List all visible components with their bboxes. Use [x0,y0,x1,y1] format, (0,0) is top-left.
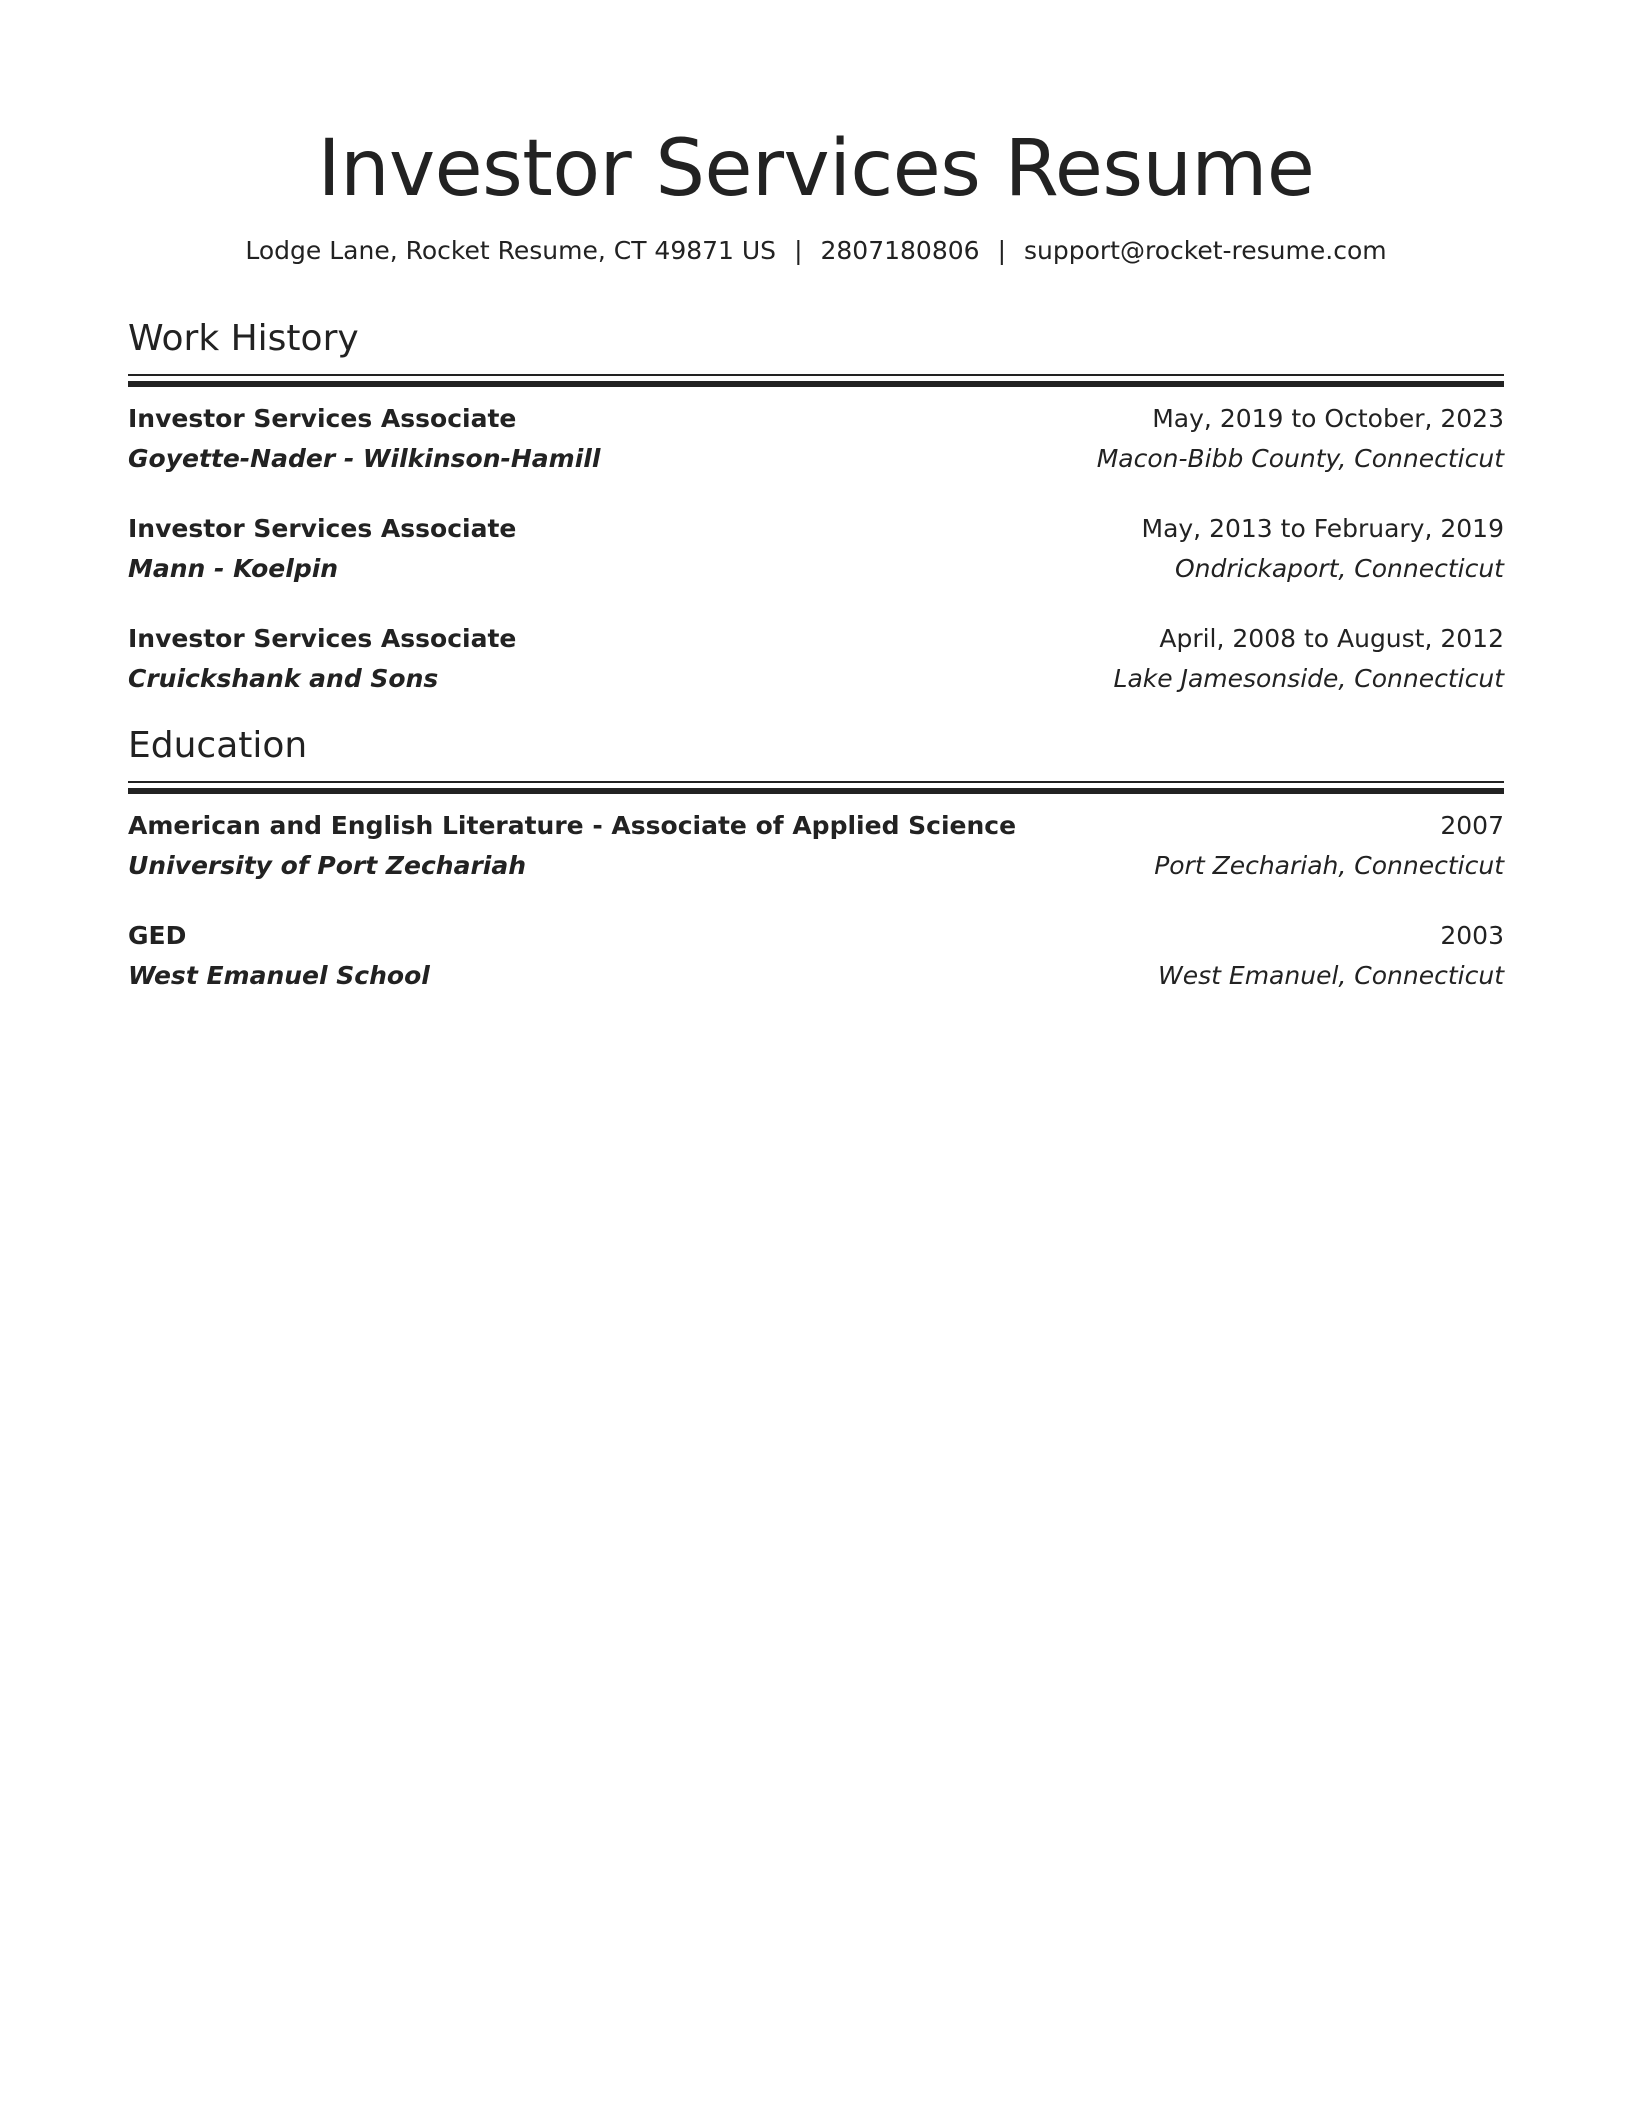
resume-page [128,0,1504,996]
education-entry-bottom-row [128,956,1504,996]
contact-separator: | [997,236,1006,265]
education-entry [128,916,1504,996]
section-divider [128,374,1504,384]
job-location: Macon-Bibb County, Connecticut [1096,444,1504,473]
company-name: Mann - Koelpin [128,554,339,583]
degree-name: GED [128,921,187,950]
work-entry [128,619,1504,699]
work-entry-top-row [128,509,1504,549]
divider-thick-line [128,788,1504,794]
work-entry [128,509,1504,589]
job-title: Investor Services Associate [128,624,517,653]
education-entry [128,806,1504,886]
education-entry-bottom-row [128,846,1504,886]
job-location: Ondrickaport, Connecticut [1174,554,1504,583]
job-title: Investor Services Associate [128,404,517,433]
school-name: University of Port Zechariah [128,851,527,880]
job-dates: April, 2008 to August, 2012 [1159,624,1504,653]
contact-separator: | [794,236,803,265]
divider-thick-line [128,381,1504,387]
work-entry-bottom-row [128,549,1504,589]
job-location: Lake Jamesonside, Connecticut [1113,664,1504,693]
section-heading-education: Education [128,725,308,766]
contact-phone: 2807180806 [820,236,980,265]
section-heading-work-history: Work History [128,318,359,359]
divider-thin-line [128,374,1504,376]
company-name: Cruickshank and Sons [128,664,439,693]
divider-thin-line [128,781,1504,783]
company-name: Goyette-Nader - Wilkinson-Hamill [128,444,601,473]
school-location: Port Zechariah, Connecticut [1154,851,1504,880]
job-title: Investor Services Associate [128,514,517,543]
resume-title: Investor Services Resume [317,124,1315,214]
work-entry-bottom-row [128,659,1504,699]
graduation-year: 2003 [1440,921,1504,950]
job-dates: May, 2013 to February, 2019 [1141,514,1504,543]
graduation-year: 2007 [1440,811,1504,840]
work-entry-bottom-row [128,439,1504,479]
work-entry-top-row [128,619,1504,659]
work-entry-top-row [128,399,1504,439]
education-entry-top-row [128,916,1504,956]
education-entry-top-row [128,806,1504,846]
work-entry [128,399,1504,479]
school-name: West Emanuel School [128,961,430,990]
contact-address: Lodge Lane, Rocket Resume, CT 49871 US [245,236,777,265]
section-divider [128,781,1504,791]
contact-line [128,234,1504,268]
degree-name: American and English Literature - Associate of Applied Science [128,811,1017,840]
school-location: West Emanuel, Connecticut [1158,961,1504,990]
contact-email: support@rocket-resume.com [1024,236,1387,265]
job-dates: May, 2019 to October, 2023 [1152,404,1504,433]
